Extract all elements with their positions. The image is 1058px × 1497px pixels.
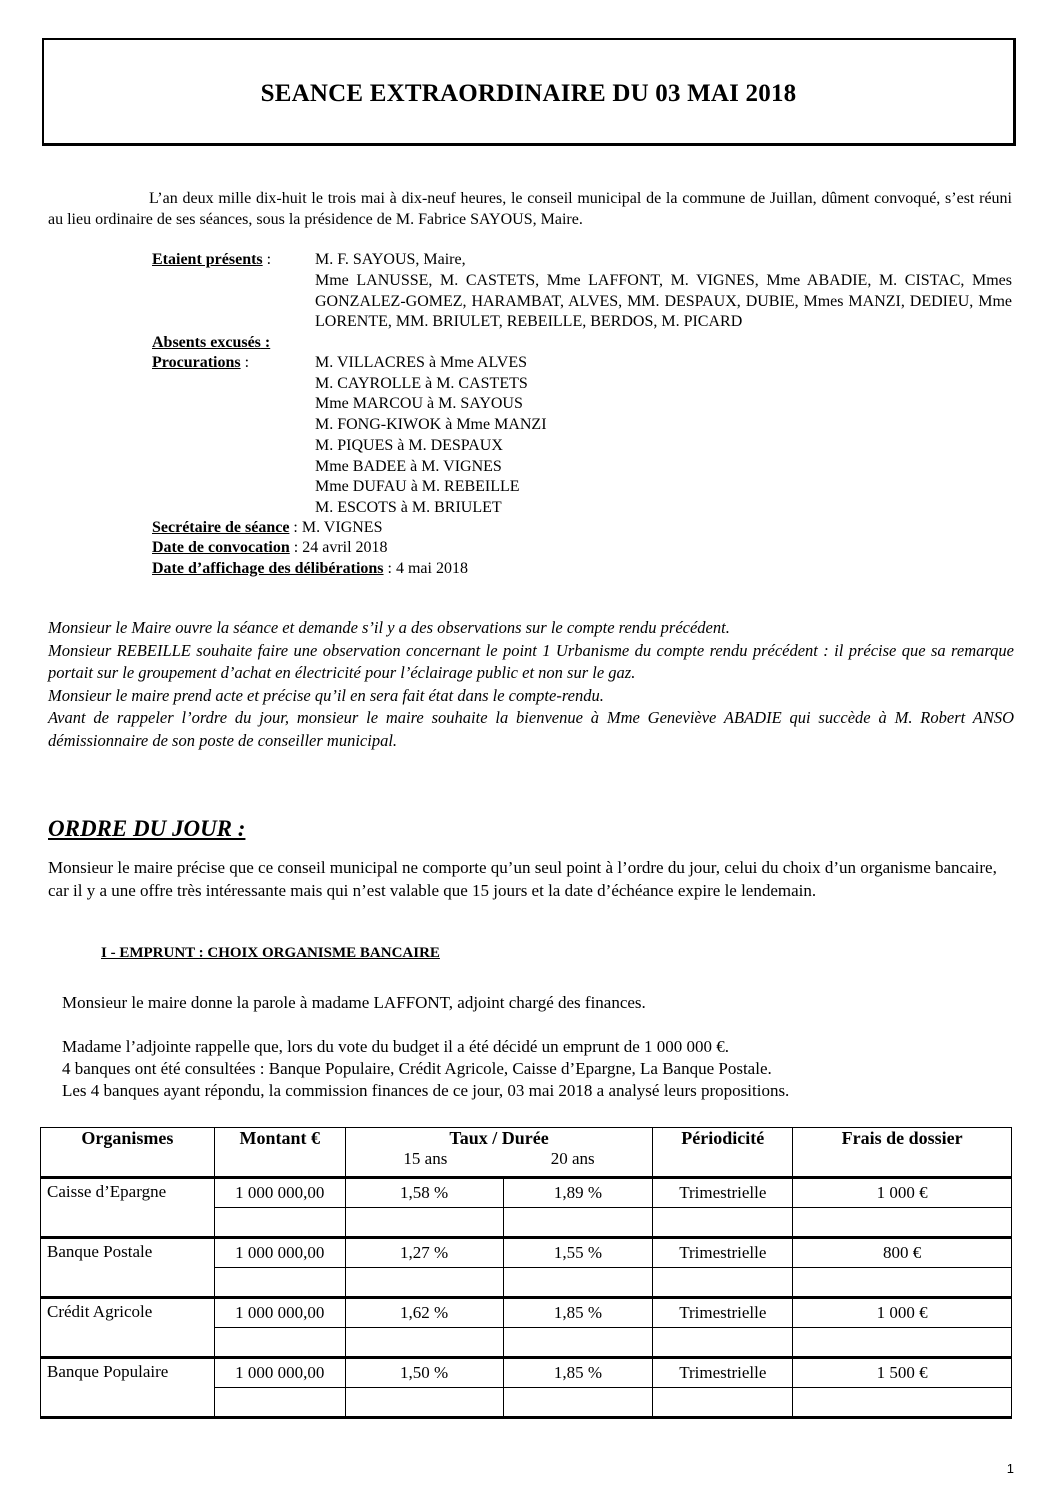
cell-amount: 1 000 000,00 — [214, 1238, 345, 1268]
empty-cell — [345, 1388, 503, 1418]
proxy-label: Procurations — [152, 354, 241, 371]
absent-label: Absents excusés — [152, 334, 261, 351]
proxy-item: M. FONG-KIWOK à Mme MANZI — [315, 416, 547, 434]
absent-label-line — [152, 333, 270, 354]
cell-rate-20: 1,55 % — [503, 1238, 653, 1268]
present-line-1: M. F. SAYOUS, Maire, — [315, 251, 466, 268]
section-heading: I - EMPRUNT : CHOIX ORGANISME BANCAIRE — [101, 945, 440, 961]
cell-period: Trimestrielle — [653, 1298, 793, 1328]
empty-cell — [345, 1328, 503, 1358]
empty-cell — [214, 1268, 345, 1298]
header-15-ans: 15 ans — [403, 1149, 448, 1168]
proxy-list — [315, 353, 1012, 519]
secretary-line — [152, 518, 382, 539]
empty-cell — [214, 1328, 345, 1358]
cell-rate-15: 1,50 % — [345, 1358, 503, 1388]
header-20-ans: 20 ans — [550, 1149, 595, 1168]
header-taux — [345, 1128, 653, 1178]
cell-period: Trimestrielle — [653, 1358, 793, 1388]
proxy-item: M. ESCOTS à M. BRIULET — [315, 498, 502, 516]
cell-amount: 1 000 000,00 — [214, 1298, 345, 1328]
empty-cell — [214, 1388, 345, 1418]
cell-period: Trimestrielle — [653, 1178, 793, 1208]
posting-value: : 4 mai 2018 — [383, 560, 468, 577]
header-montant: Montant € — [214, 1128, 345, 1178]
present-label: Etaient présents — [152, 251, 263, 268]
cell-period: Trimestrielle — [653, 1238, 793, 1268]
header-frais: Frais de dossier — [793, 1128, 1012, 1178]
empty-cell — [793, 1388, 1012, 1418]
agenda-text: Monsieur le maire précise que ce conseil municipal ne comporte qu’un seul point à l’ordre du jour, celui du choix d’un organisme bancaire, car il y a une offre très intéressante mais qui n’est valable que 15 jours et la date d’échéance expire le lendemain. — [48, 858, 997, 900]
convocation-line — [152, 538, 388, 559]
header-taux-label: Taux / Durée — [449, 1128, 549, 1148]
empty-cell — [503, 1328, 653, 1358]
proxy-item: M. CAYROLLE à M. CASTETS — [315, 374, 528, 392]
proxy-item: M. PIQUES à M. DESPAUX — [315, 436, 503, 454]
table-row — [41, 1178, 1012, 1208]
cell-fees: 800 € — [793, 1238, 1012, 1268]
page-title: SEANCE EXTRAORDINAIRE DU 03 MAI 2018 — [260, 80, 797, 107]
empty-cell — [345, 1268, 503, 1298]
observation-paragraph: Avant de rappeler l’ordre du jour, monsieur le maire souhaite la bienvenue à Mme Geneviève ABADIE qui succède à M. Robert ANSO démissionnaire de son poste de conseiller municipal. — [48, 708, 1014, 750]
observations — [48, 617, 1014, 752]
cell-fees: 1 500 € — [793, 1358, 1012, 1388]
section-paragraph: Monsieur le maire donne la parole à madame LAFFONT, adjoint chargé des finances. — [62, 993, 646, 1012]
secretary-label: Secrétaire de séance — [152, 519, 290, 536]
observation-paragraph: Monsieur le Maire ouvre la séance et demande s’il y a des observations sur le compte rendu précédent. — [48, 618, 730, 637]
cell-org: Crédit Agricole — [41, 1298, 215, 1358]
section-line: Les 4 banques ayant répondu, la commission finances de ce jour, 03 mai 2018 a analysé leurs propositions. — [62, 1081, 790, 1100]
absent-sep: : — [260, 334, 271, 351]
present-sep: : — [262, 251, 272, 268]
intro-text: L’an deux mille dix-huit le trois mai à dix-neuf heures, le conseil municipal de la commune de Juillan, dûment convoqué, s’est réuni au lieu ordinaire de ses séances, sous la présidence de M. Fabrice SAYOUS, Maire. — [48, 190, 1012, 228]
empty-cell — [653, 1268, 793, 1298]
empty-cell — [653, 1328, 793, 1358]
observation-paragraph: Monsieur le maire prend acte et précise qu’il en sera fait état dans le compte-rendu. — [48, 685, 604, 705]
cell-rate-20: 1,85 % — [503, 1298, 653, 1328]
posting-line — [152, 559, 468, 580]
header-taux-durations — [352, 1149, 647, 1169]
agenda-heading: ORDRE DU JOUR : — [48, 816, 246, 841]
present-line-2: Mme LANUSSE, M. CASTETS, Mme LAFFONT, M. VIGNES, Mme ABADIE, M. CISTAC, Mmes GONZALEZ-GOMEZ, HARAMBAT, ALVES, MM. DESPAUX, DUBIE, Mmes MANZI, DEDIEU, Mme LORENTE, MM. BRIULET, REBEILLE, BERDOS, M. PICARD — [315, 272, 1012, 331]
cell-org: Banque Populaire — [41, 1358, 215, 1418]
section-line: Madame l’adjointe rappelle que, lors du vote du budget il a été décidé un emprunt de 1 000 000 €. — [62, 1037, 730, 1056]
empty-cell — [503, 1208, 653, 1238]
header-periodicite: Périodicité — [653, 1128, 793, 1178]
proxy-sep: : — [240, 354, 250, 371]
cell-rate-20: 1,85 % — [503, 1358, 653, 1388]
cell-amount: 1 000 000,00 — [214, 1178, 345, 1208]
empty-cell — [793, 1328, 1012, 1358]
empty-cell — [793, 1208, 1012, 1238]
cell-org: Banque Postale — [41, 1238, 215, 1298]
cell-rate-20: 1,89 % — [503, 1178, 653, 1208]
cell-amount: 1 000 000,00 — [214, 1358, 345, 1388]
observation-paragraph: Monsieur REBEILLE souhaite faire une observation concernant le point 1 Urbanisme du compte rendu précédent : il précise que sa remarque portait sur le groupement d’achat en électricité pour l’éclairage public et non sur le gaz. — [48, 640, 1014, 682]
empty-cell — [793, 1268, 1012, 1298]
header-organismes: Organismes — [41, 1128, 215, 1178]
cell-rate-15: 1,62 % — [345, 1298, 503, 1328]
proxy-label-line — [152, 353, 249, 374]
cell-rate-15: 1,58 % — [345, 1178, 503, 1208]
proxy-item: Mme DUFAU à M. REBEILLE — [315, 478, 520, 496]
empty-cell — [345, 1208, 503, 1238]
convocation-value: : 24 avril 2018 — [289, 539, 388, 556]
title-box — [42, 38, 1016, 146]
table-row — [41, 1238, 1012, 1268]
proxy-item: Mme BADEE à M. VIGNES — [315, 457, 502, 475]
table-row — [41, 1358, 1012, 1388]
table-row — [41, 1298, 1012, 1328]
section-line: 4 banques ont été consultées : Banque Populaire, Crédit Agricole, Caisse d’Epargne, La Banque Postale. — [62, 1059, 772, 1078]
cell-org: Caisse d’Epargne — [41, 1178, 215, 1238]
empty-cell — [503, 1268, 653, 1298]
page-number: 1 — [1006, 1461, 1014, 1476]
proxy-item: M. VILLACRES à Mme ALVES — [315, 354, 528, 371]
empty-cell — [653, 1208, 793, 1238]
proxy-item: Mme MARCOU à M. SAYOUS — [315, 395, 523, 413]
empty-cell — [503, 1388, 653, 1418]
cell-rate-15: 1,27 % — [345, 1238, 503, 1268]
present-label-line — [152, 250, 271, 271]
empty-cell — [214, 1208, 345, 1238]
secretary-value: : M. VIGNES — [289, 519, 383, 536]
cell-fees: 1 000 € — [793, 1298, 1012, 1328]
convocation-label: Date de convocation — [152, 539, 290, 556]
empty-cell — [653, 1388, 793, 1418]
intro-paragraph — [48, 188, 1012, 230]
rates-table — [40, 1127, 1012, 1419]
posting-label: Date d’affichage des délibérations — [152, 560, 384, 577]
cell-fees: 1 000 € — [793, 1178, 1012, 1208]
table-header-row — [41, 1128, 1012, 1178]
